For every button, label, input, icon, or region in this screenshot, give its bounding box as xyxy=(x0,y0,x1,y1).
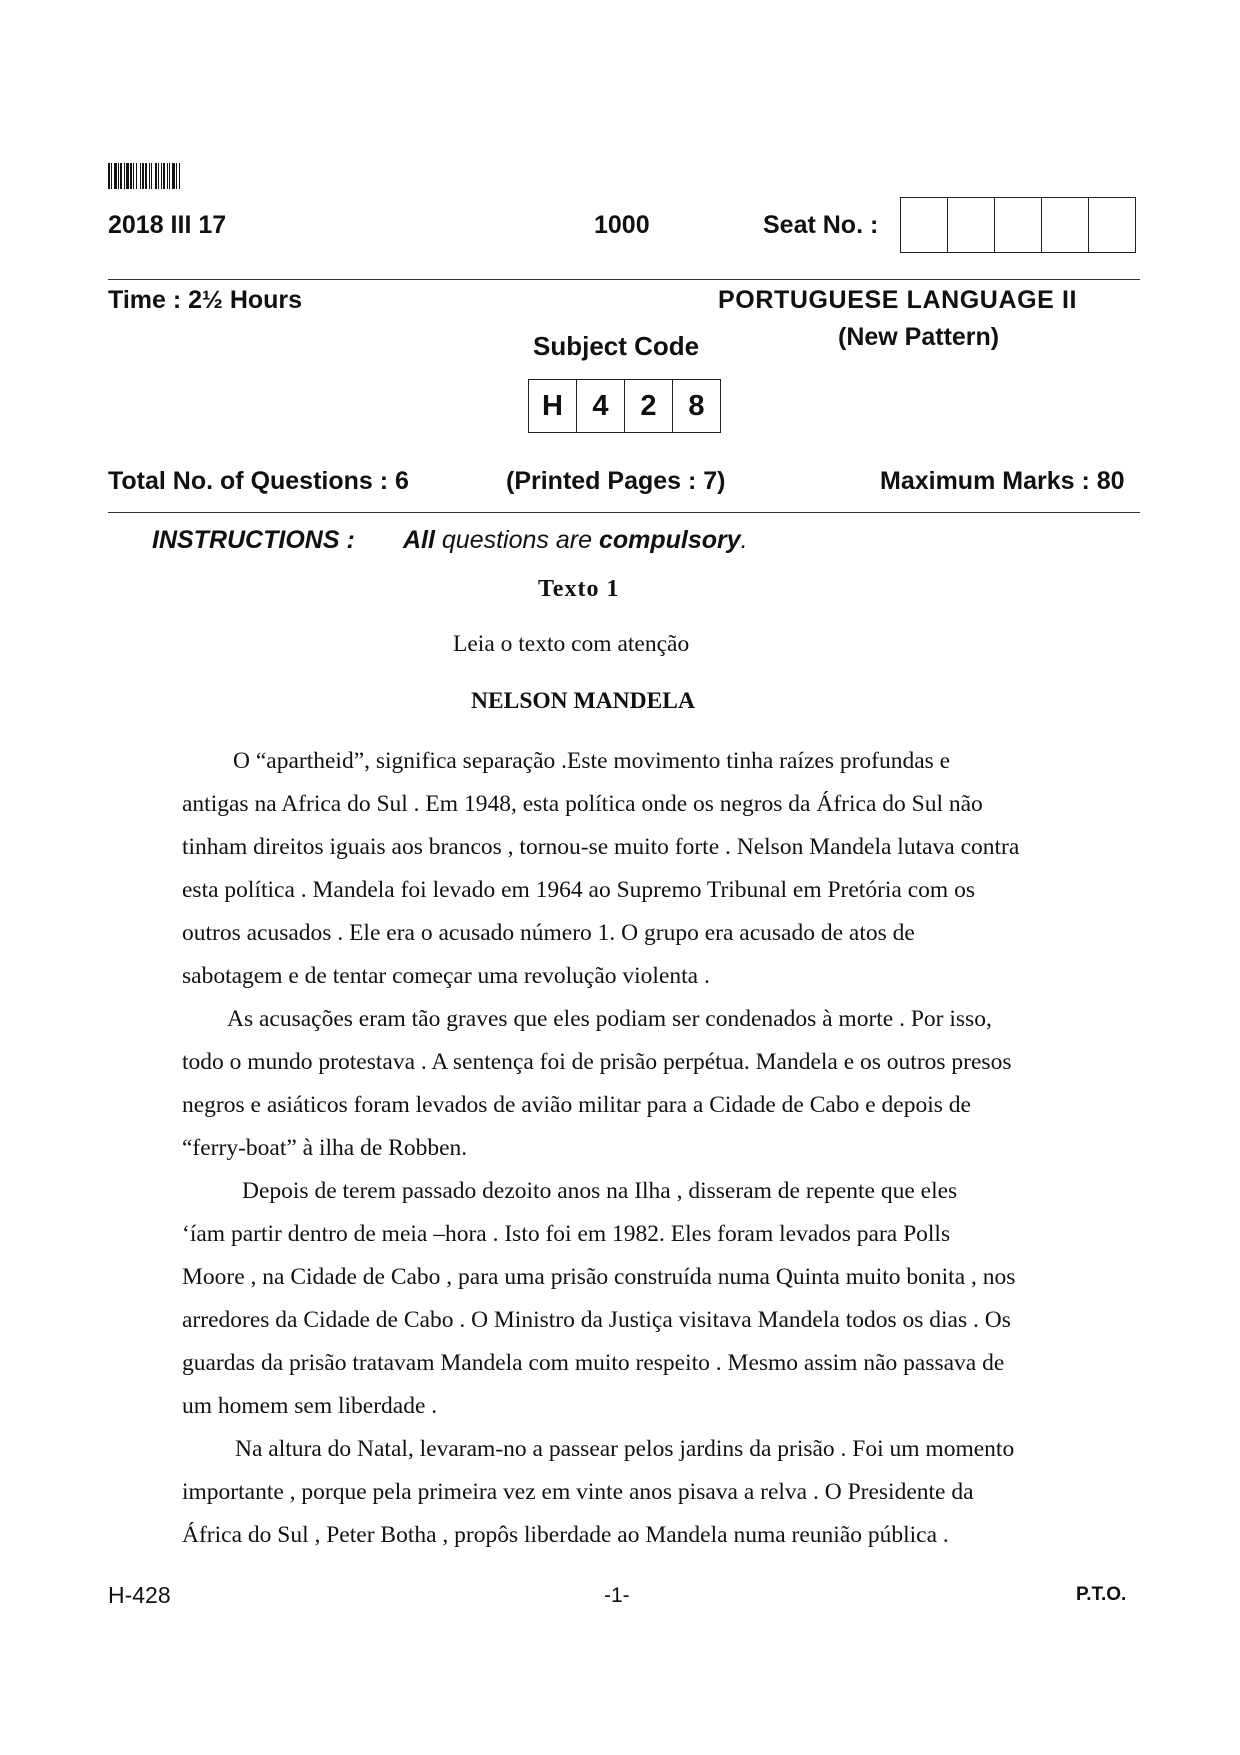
subject-code-char: 2 xyxy=(625,380,673,432)
subject-code-label: Subject Code xyxy=(533,331,700,361)
instructions-compulsory: compulsory xyxy=(598,526,741,554)
printed-pages: (Printed Pages : 7) xyxy=(506,467,726,495)
text-line: guardas da prisão tratavam Mandela com muito respeito . Mesmo assim não passava de xyxy=(182,1350,1005,1376)
paragraph-1 xyxy=(182,740,1082,998)
text-subheading: Leia o texto com atenção xyxy=(453,631,690,657)
paragraph-3 xyxy=(182,1170,1082,1428)
instructions-text xyxy=(403,526,748,555)
seat-box[interactable] xyxy=(901,198,948,252)
article-title: NELSON MANDELA xyxy=(471,688,695,714)
maximum-marks: Maximum Marks : 80 xyxy=(880,467,1125,495)
paragraph-2 xyxy=(182,998,1082,1170)
page-number: -1- xyxy=(604,1584,630,1607)
instructions-label: INSTRUCTIONS : xyxy=(152,526,355,554)
text-line: Na altura do Natal, levaram-no a passear pelos jardins da prisão . Foi um momento xyxy=(235,1436,1015,1462)
instructions-all: All xyxy=(403,526,435,554)
subject-title: PORTUGUESE LANGUAGE II xyxy=(718,286,1078,314)
text-line: esta política . Mandela foi levado em 1964 ao Supremo Tribunal em Pretória com os xyxy=(182,877,975,903)
text-line: O “apartheid”, significa separação .Este movimento tinha raízes profundas e xyxy=(233,748,951,774)
text-line: As acusações eram tão graves que eles podiam ser condenados à morte . Por isso, xyxy=(227,1006,992,1032)
text-line: outros acusados . Ele era o acusado número 1. O grupo era acusado de atos de xyxy=(182,920,915,946)
subject-pattern: (New Pattern) xyxy=(838,323,1000,351)
subject-code-boxes xyxy=(528,379,721,433)
seat-box[interactable] xyxy=(1042,198,1089,252)
subject-code-char: 4 xyxy=(577,380,625,432)
barcode-bar xyxy=(180,163,181,189)
text-line: negros e asiáticos foram levados de avião militar para a Cidade de Cabo e depois de xyxy=(182,1092,971,1118)
text-line: Moore , na Cidade de Cabo , para uma prisão construída numa Quinta muito bonita , nos xyxy=(182,1264,1016,1290)
text-line: Depois de terem passado dezoito anos na Ilha , disseram de repente que eles xyxy=(242,1178,958,1204)
please-turn-over: P.T.O. xyxy=(1076,1584,1127,1605)
text-line: África do Sul , Peter Botha , propôs liberdade ao Mandela numa reunião pública . xyxy=(182,1522,949,1548)
header-divider-bottom xyxy=(108,512,1140,513)
text-line: todo o mundo protestava . A sentença foi de prisão perpétua. Mandela e os outros presos xyxy=(182,1049,1012,1075)
text-line: tinham direitos iguais aos brancos , tornou-se muito forte . Nelson Mandela lutava contra xyxy=(182,834,1020,860)
text-line: importante , porque pela primeira vez em vinte anos pisava a relva . O Presidente da xyxy=(182,1479,974,1505)
seat-box[interactable] xyxy=(948,198,995,252)
seat-box[interactable] xyxy=(1089,198,1135,252)
barcode xyxy=(108,163,248,189)
instructions-end: . xyxy=(740,526,748,554)
seat-number-label: Seat No. : xyxy=(763,211,879,239)
time-allowed: Time : 2½ Hours xyxy=(108,286,303,314)
seat-box[interactable] xyxy=(995,198,1042,252)
seat-number-boxes[interactable] xyxy=(900,197,1136,253)
header-divider-top xyxy=(108,279,1140,280)
total-questions: Total No. of Questions : 6 xyxy=(108,467,409,495)
paragraph-4 xyxy=(182,1428,1082,1557)
text-line: antigas na Africa do Sul . Em 1948, esta política onde os negros da África do Sul não xyxy=(182,791,983,817)
text-line: “ferry-boat” à ilha de Robben. xyxy=(182,1135,468,1161)
instructions-middle: questions are xyxy=(434,526,599,554)
text-line: um homem sem liberdade . xyxy=(182,1393,438,1419)
text-line: sabotagem e de tentar começar uma revolução violenta . xyxy=(182,963,710,989)
copies-count: 1000 xyxy=(594,211,650,239)
paper-code: H-428 xyxy=(108,1582,171,1608)
exam-code: 2018 III 17 xyxy=(108,211,227,239)
text-line: ‘íam partir dentro de meia –hora . Isto foi em 1982. Eles foram levados para Polls xyxy=(182,1221,951,1247)
text-heading: Texto 1 xyxy=(538,576,620,602)
subject-code-char: H xyxy=(529,380,577,432)
text-line: arredores da Cidade de Cabo . O Ministro da Justiça visitava Mandela todos os dias . Os xyxy=(182,1307,1011,1333)
subject-code-char: 8 xyxy=(688,390,705,422)
